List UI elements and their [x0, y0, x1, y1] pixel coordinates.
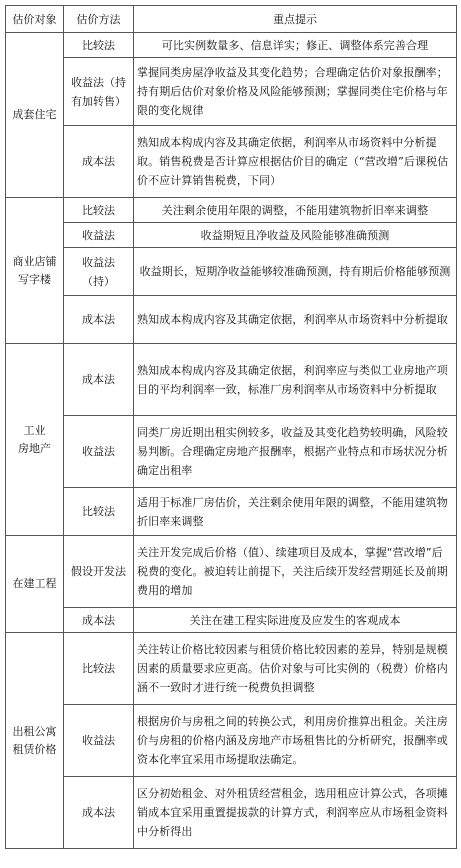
table-row [6, 416, 457, 488]
method-cell [64, 248, 134, 296]
header-row [6, 6, 457, 33]
table-row [6, 198, 457, 223]
object-commercial [6, 198, 64, 344]
table-row [6, 58, 457, 126]
method-cell: 成本法 [64, 777, 134, 849]
table-row [6, 536, 457, 608]
method-cell [64, 58, 134, 126]
tip-cell: 关注转让价格比较因素与租赁价格比较因素的差异，特别是规模因素的质量要求应更高。估价对象与可比实例的（税费）价格内涵不一致时才进行统一税费负担调整 [134, 633, 457, 705]
object-industrial [6, 344, 64, 536]
method-cell: 比较法 [64, 33, 134, 58]
table-row [6, 608, 457, 633]
object-residential: 成套住宅 [6, 33, 64, 198]
method-cell: 假设开发法 [64, 536, 134, 608]
object-rental-apartment [6, 633, 64, 849]
table-row [6, 344, 457, 416]
method-cell: 比较法 [64, 198, 134, 223]
method-cell: 收益法 [64, 223, 134, 248]
method-cell: 成本法 [64, 296, 134, 344]
tip-cell: 可比实例数量多、信息详实；修正、调整体系完善合理 [134, 33, 457, 58]
table-row [6, 705, 457, 777]
method-cell: 收益法 [64, 416, 134, 488]
tip-cell: 熟知成本构成内容及其确定依据，利润率从市场资料中分析提取。销售税费是否计算应根据估价目的确定（“营改增”后课税估价不应计算销售税费，下同） [134, 126, 457, 198]
table-row [6, 777, 457, 849]
method-cell: 成本法 [64, 608, 134, 633]
method-line: 收益法 [82, 255, 115, 269]
method-cell: 收益法 [64, 705, 134, 777]
object-line: 出租公寓 [12, 724, 57, 738]
tip-cell: 区分初始租金、对外租赁经营租金，选用租应计算公式，各项摊销成本宜采用重置提拔款的计算方式，利润率应从市场租金资料中分析得出 [134, 777, 457, 849]
header-object: 估价对象 [6, 6, 64, 33]
tip-cell: 适用于标准厂房估价，关注剩余使用年限的调整，不能用建筑物折旧率来调整 [134, 488, 457, 536]
tip-cell: 关注开发完成后价格（值）、续建项目及成本，掌握“营改增”后税费的变化。被迫转让前提下，关注后续开发经营期延长及前期费用的增加 [134, 536, 457, 608]
method-cell: 成本法 [64, 126, 134, 198]
method-cell: 比较法 [64, 488, 134, 536]
table-row [6, 126, 457, 198]
header-method: 估价方法 [64, 6, 134, 33]
tip-cell: 同类厂房近期出租实例较多，收益及其变化趋势较明确，风险较易判断。合理确定房地产报酬率，根据产业特点和市场状况分析确定出租率 [134, 416, 457, 488]
tip-cell: 收益期长，短期净收益能够较准确预测，持有期后价格能够预测 [134, 248, 457, 296]
method-cell: 成本法 [64, 344, 134, 416]
table-row [6, 248, 457, 296]
object-line: 商业店铺 [12, 254, 57, 268]
table-row [6, 633, 457, 705]
valuation-methods-table [5, 5, 457, 849]
tip-cell: 关注在建工程实际进度及应发生的客观成本 [134, 608, 457, 633]
method-cell: 比较法 [64, 633, 134, 705]
table-row [6, 223, 457, 248]
method-line: （持） [82, 274, 115, 288]
method-line: 收益法（持 [71, 75, 126, 89]
header-tip: 重点提示 [134, 6, 457, 33]
method-line: 有加转售） [71, 94, 126, 108]
object-line: 写字楼 [18, 272, 51, 286]
table-row [6, 296, 457, 344]
object-line: 房地产 [18, 441, 51, 455]
object-line: 租赁价格 [12, 742, 57, 756]
object-under-construction: 在建工程 [6, 536, 64, 633]
table-row [6, 488, 457, 536]
tip-cell: 熟知成本构成内容及其确定依据，利润率从市场资料中分析提取 [134, 296, 457, 344]
tip-cell: 根据房价与房租之间的转换公式，利用房价推算出租金。关注房价与房租的价格内涵及房地产市场租售比的分析研究，报酬率或资本化率宜采用市场提取法确定。 [134, 705, 457, 777]
tip-cell: 掌握同类房屋净收益及其变化趋势；合理确定估价对象报酬率；持有期后估价对象价格及风险能够预测；掌握同类住宅价格与年限的变化规律 [134, 58, 457, 126]
object-line: 工业 [23, 423, 46, 437]
tip-cell: 熟知成本构成内容及其确定依据，利润率应与类似工业房地产项目的平均利润率一致，标准厂房利润率从市场资料中分析提取 [134, 344, 457, 416]
table-row [6, 33, 457, 58]
tip-cell: 收益期短且净收益及风险能够准确预测 [134, 223, 457, 248]
tip-cell: 关注剩余使用年限的调整，不能用建筑物折旧率来调整 [134, 198, 457, 223]
